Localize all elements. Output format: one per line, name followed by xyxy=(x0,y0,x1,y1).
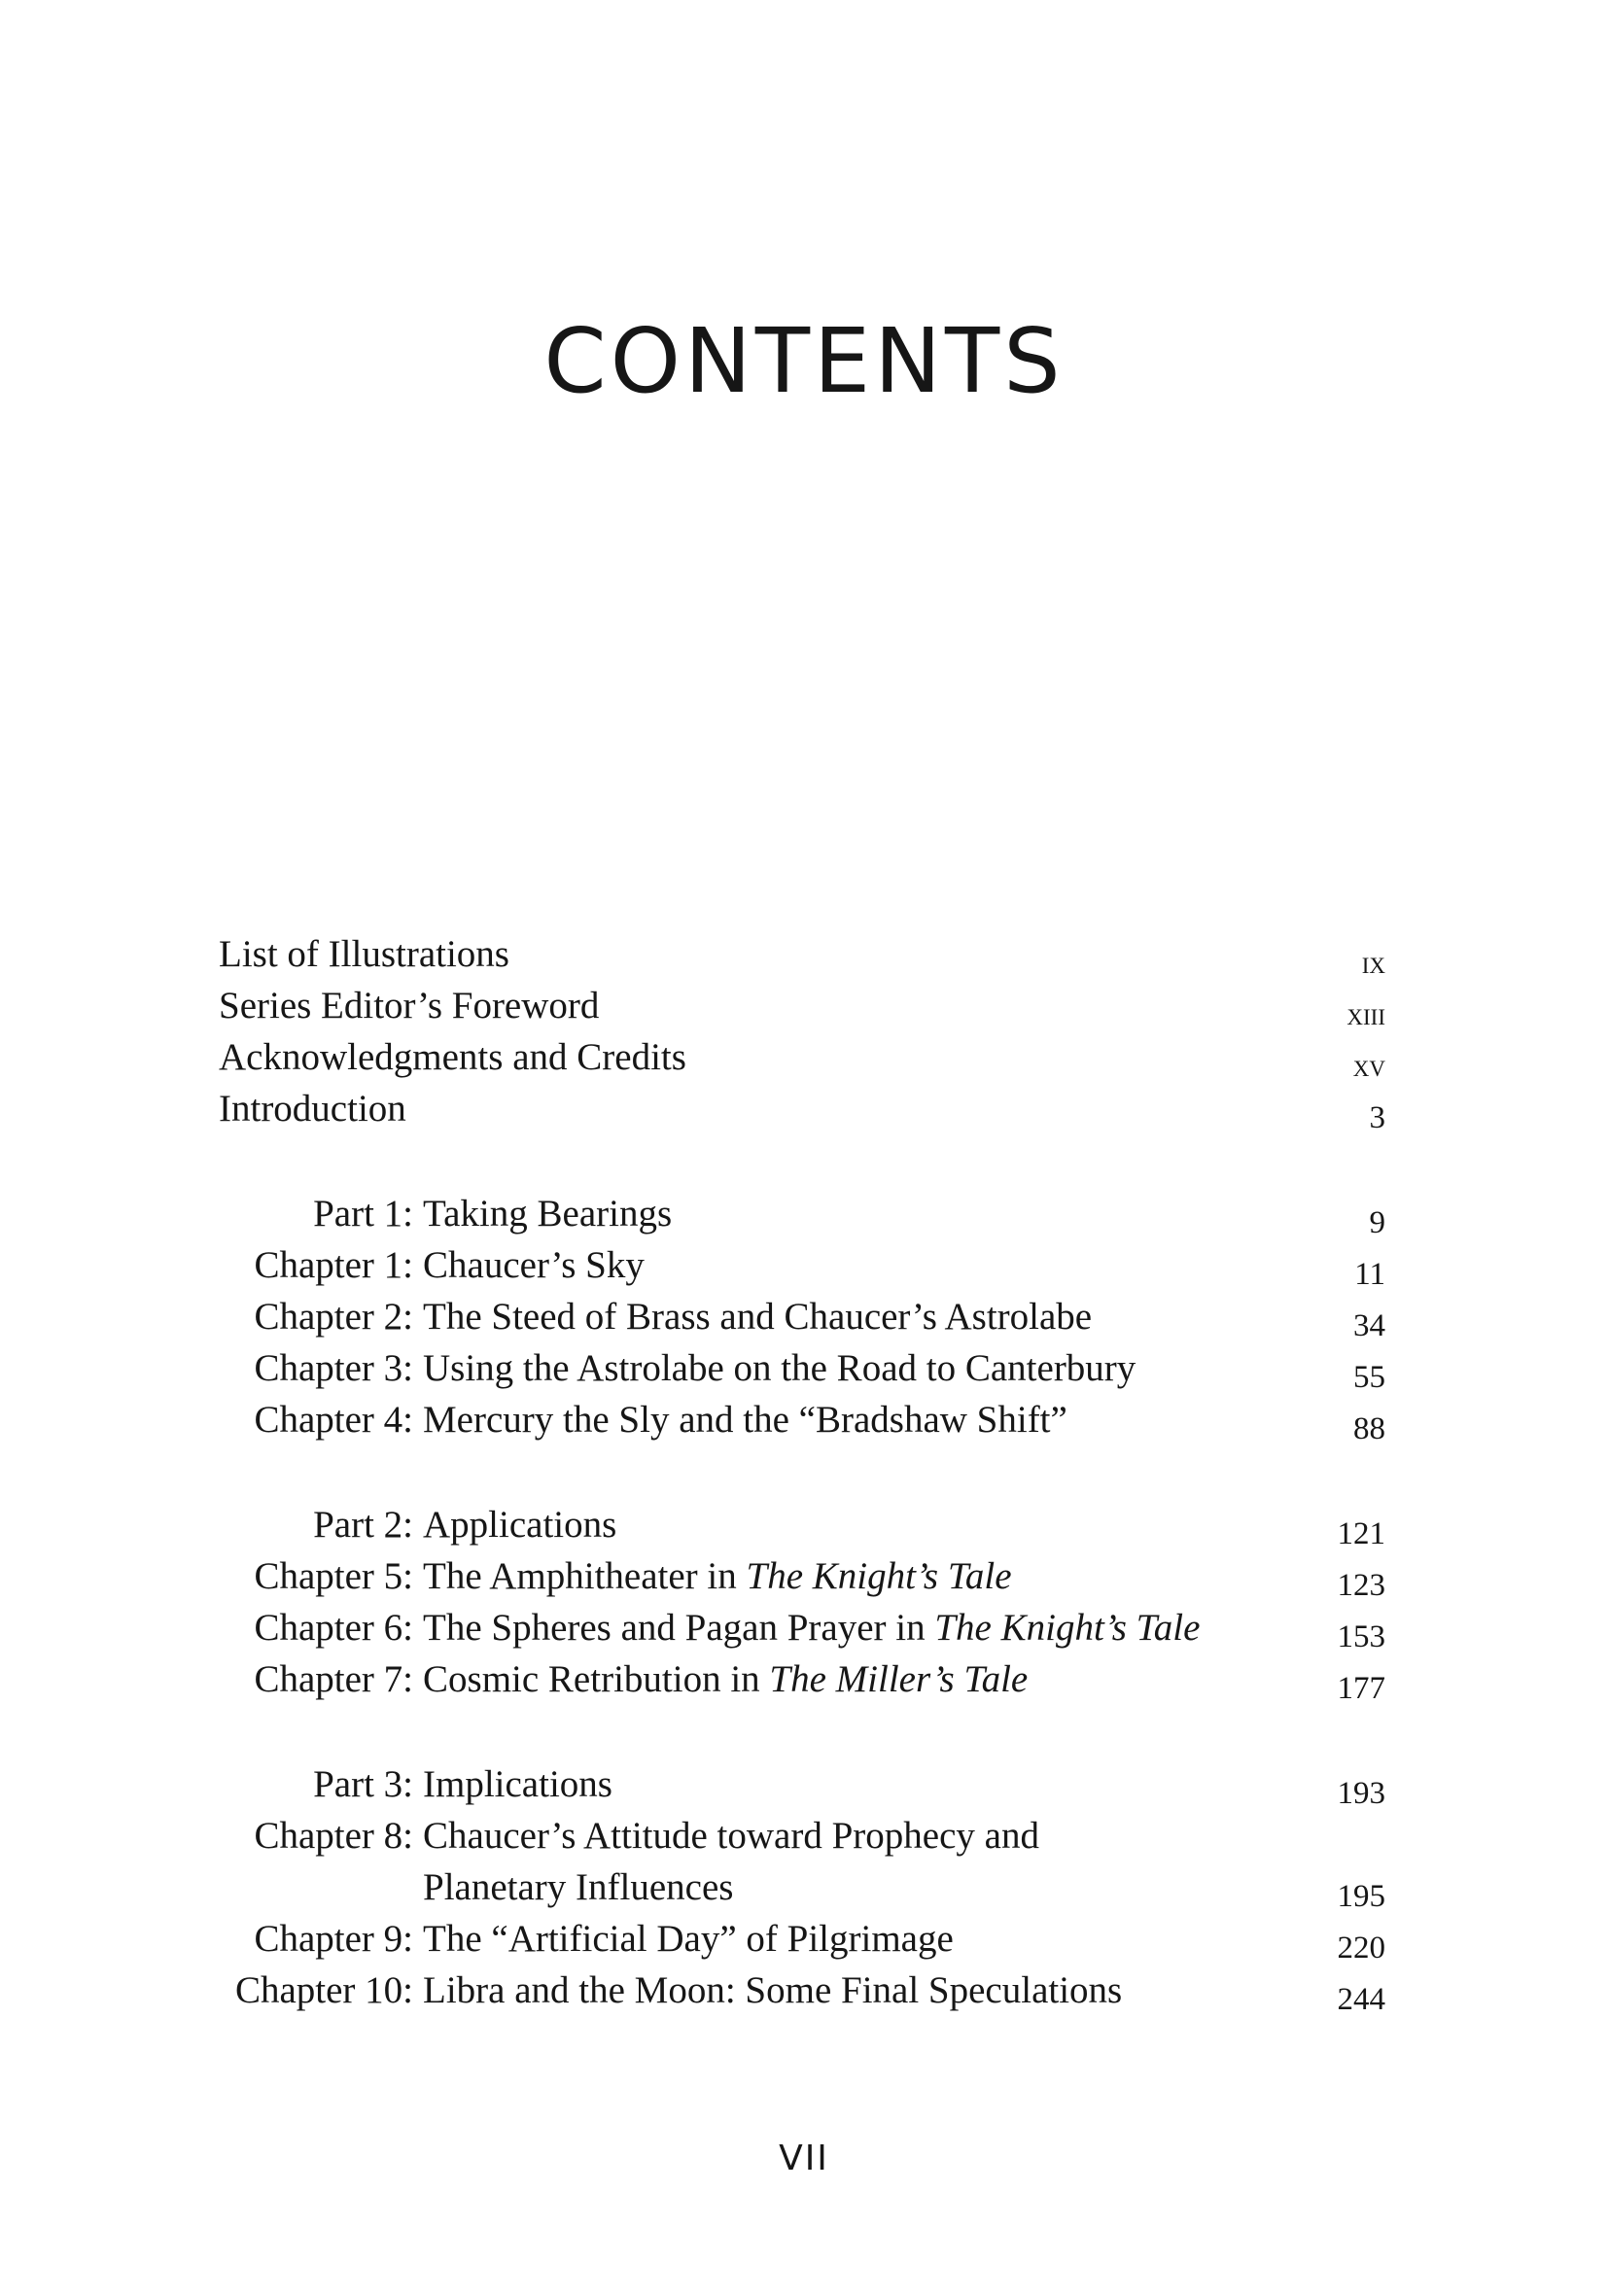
toc-entry xyxy=(219,1499,1385,1550)
toc-entry-page: 34 xyxy=(1353,1308,1385,1343)
toc-entry-title: Introduction xyxy=(219,1088,406,1130)
toc-entry xyxy=(219,1342,1385,1394)
toc-entry-title xyxy=(423,1602,1200,1653)
toc-entry-label: Chapter 2: xyxy=(254,1296,413,1338)
toc-entry-label: Part 2: xyxy=(313,1504,413,1546)
toc-entry-page: 3 xyxy=(1369,1100,1385,1135)
toc-entry-page: 9 xyxy=(1369,1205,1385,1240)
toc-entry xyxy=(219,1083,1385,1134)
toc-entry-label: Chapter 7: xyxy=(254,1658,413,1700)
toc-entry-title: Implications xyxy=(423,1763,612,1805)
toc-entry xyxy=(219,1291,1385,1342)
toc-entry-page: 195 xyxy=(1337,1879,1385,1914)
toc-entry-page: ix xyxy=(1361,946,1385,981)
toc-entry xyxy=(219,1758,1385,1810)
toc-entry-title: Libra and the Moon: Some Final Speculations xyxy=(423,1969,1123,2011)
section-gap xyxy=(219,1134,1385,1188)
toc-entry-text: The Amphitheater in xyxy=(423,1555,747,1597)
toc-entry-page: 121 xyxy=(1337,1516,1385,1551)
toc-entry-page: 177 xyxy=(1337,1671,1385,1706)
table-of-contents xyxy=(219,928,1385,2016)
page-number: VII xyxy=(779,2139,829,2178)
toc-entry-title: Chaucer’s Attitude toward Prophecy and xyxy=(423,1815,1039,1857)
toc-entry-title xyxy=(423,1653,1028,1705)
toc-entry xyxy=(219,980,1385,1031)
page-title: CONTENTS xyxy=(543,309,1065,413)
toc-entry xyxy=(219,1602,1385,1653)
toc-entry-label: Chapter 8: xyxy=(254,1815,413,1857)
toc-entry-title: Chaucer’s Sky xyxy=(423,1244,645,1286)
toc-entry-label: Chapter 10: xyxy=(234,1969,413,2011)
toc-entry xyxy=(219,1031,1385,1083)
toc-entry-label: Chapter 5: xyxy=(254,1555,413,1597)
toc-entry-page: 88 xyxy=(1353,1411,1385,1446)
toc-entry-title: Series Editor’s Foreword xyxy=(219,985,600,1026)
toc-entry-page: xiii xyxy=(1346,997,1385,1032)
toc-entry-label: Chapter 9: xyxy=(254,1918,413,1960)
toc-entry xyxy=(219,1965,1385,2016)
toc-entry-italic-title: The Knight’s Tale xyxy=(746,1555,1012,1597)
toc-entry xyxy=(219,1394,1385,1445)
toc-entry xyxy=(219,1913,1385,1965)
toc-entry-title: Taking Bearings xyxy=(423,1193,673,1235)
toc-entry xyxy=(219,1188,1385,1239)
toc-entry-title: List of Illustrations xyxy=(219,933,509,975)
toc-entry-page: 55 xyxy=(1353,1360,1385,1395)
toc-entry-page: 123 xyxy=(1337,1568,1385,1603)
toc-entry-title: Applications xyxy=(423,1504,617,1546)
toc-entry-label: Chapter 6: xyxy=(254,1607,413,1649)
toc-entry-text: The Spheres and Pagan Prayer in xyxy=(423,1607,935,1649)
toc-entry xyxy=(219,1550,1385,1602)
toc-entry-title xyxy=(423,1550,1012,1602)
section-gap xyxy=(219,1705,1385,1758)
toc-entry-title: Acknowledgments and Credits xyxy=(219,1036,686,1078)
toc-entry-page: 153 xyxy=(1337,1619,1385,1654)
toc-entry-label: Part 1: xyxy=(313,1193,413,1235)
toc-entry-continuation xyxy=(219,1861,1385,1913)
toc-entry-title: The Steed of Brass and Chaucer’s Astrolabe xyxy=(423,1296,1093,1338)
toc-entry-label: Chapter 1: xyxy=(254,1244,413,1286)
toc-entry-italic-title: The Miller’s Tale xyxy=(769,1658,1029,1700)
toc-entry xyxy=(219,1239,1385,1291)
toc-entry-italic-title: The Knight’s Tale xyxy=(934,1607,1201,1649)
toc-entry-label: Chapter 4: xyxy=(254,1399,413,1441)
toc-entry-page: 220 xyxy=(1337,1931,1385,1966)
toc-entry xyxy=(219,1810,1385,1861)
toc-entry-label: Part 3: xyxy=(313,1763,413,1805)
toc-entry-page: 193 xyxy=(1337,1776,1385,1811)
toc-entry-title: The “Artificial Day” of Pilgrimage xyxy=(423,1918,954,1960)
toc-entry-label: Chapter 3: xyxy=(254,1347,413,1389)
toc-entry xyxy=(219,1653,1385,1705)
toc-entry-title: Mercury the Sly and the “Bradshaw Shift” xyxy=(423,1399,1067,1441)
section-gap xyxy=(219,1445,1385,1499)
toc-entry-page: xv xyxy=(1352,1049,1385,1084)
toc-entry xyxy=(219,928,1385,980)
toc-entry-title-line2: Planetary Influences xyxy=(423,1866,734,1908)
toc-entry-text: Cosmic Retribution in xyxy=(423,1658,770,1700)
toc-entry-page: 11 xyxy=(1354,1257,1385,1292)
toc-entry-title: Using the Astrolabe on the Road to Canterbury xyxy=(423,1347,1136,1389)
toc-entry-page: 244 xyxy=(1337,1982,1385,2017)
